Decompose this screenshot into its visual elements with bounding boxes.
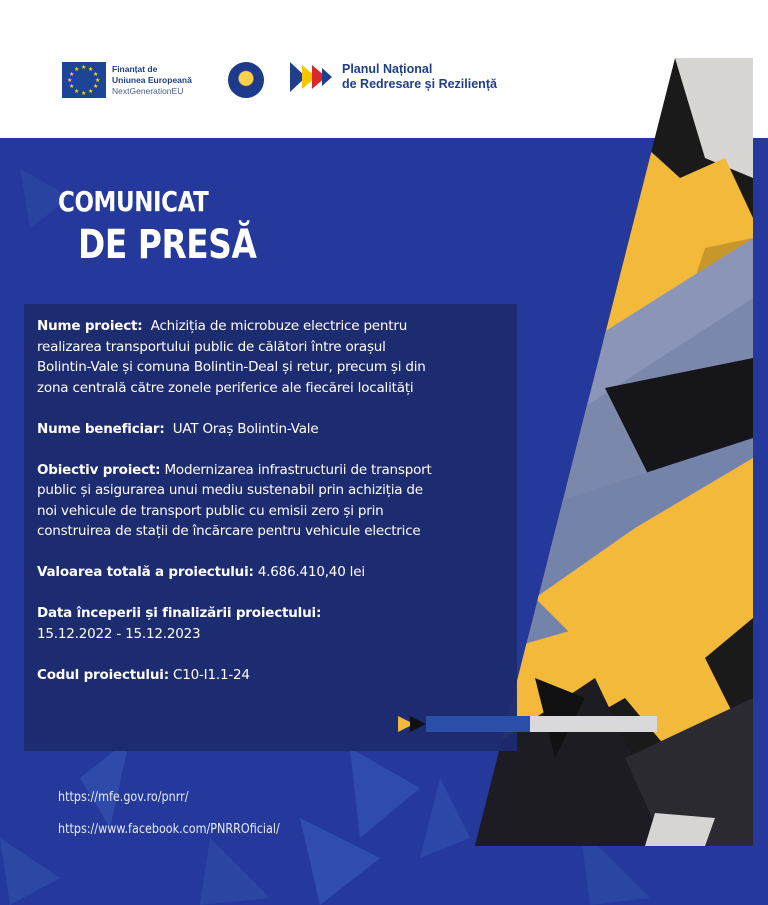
pnrr-text xyxy=(342,62,497,92)
project-code-value: C10-I1.1-24 xyxy=(173,666,250,683)
eu-line-3: NextGenerationEU xyxy=(112,85,184,96)
dates-label: Data începerii și finalizării proiectului: xyxy=(37,605,322,621)
objective-row xyxy=(37,460,437,542)
decorative-arrow-strip xyxy=(380,716,657,732)
project-info xyxy=(37,316,437,706)
project-name-value: Achiziția de microbuze electrice pentru realizarea transportului public de călători între orașul Bolintin-Vale și comuna Bolintin-Deal și retur, precum și din zona centrală către zonele periferice ale fiecărei localități xyxy=(37,318,426,396)
arrows-icon xyxy=(380,716,426,732)
eu-funding-text xyxy=(112,64,192,97)
pnrr-line-2: de Redresare și Reziliență xyxy=(342,77,497,91)
romanian-government-emblem-icon xyxy=(228,62,264,98)
objective-value: Modernizarea infrastructurii de transport public și asigurarea unui mediu sustenabil prin achiziția de noi vehicule de transport public cu emisii zero și prin construirea de stații de încărcare pentru vehicule electrice xyxy=(37,461,432,539)
header xyxy=(0,0,768,138)
project-name-label: Nume proiect: xyxy=(37,318,143,334)
total-value-row xyxy=(37,562,437,583)
pnrr-arrows-icon xyxy=(290,62,338,92)
page-title-line-2: DE PRESĂ xyxy=(78,222,257,268)
eu-flag-icon: ★ ★ ★ ★ ★ ★ ★ ★ ★ ★ ★ ★ xyxy=(62,62,106,98)
dates-value: 15.12.2022 - 15.12.2023 xyxy=(37,625,201,642)
project-code-label: Codul proiectului: xyxy=(37,666,169,683)
total-value-amount: 4.686.410,40 lei xyxy=(257,564,365,580)
page-title-line-1: COMUNICAT xyxy=(58,185,209,218)
objective-label: Obiectiv proiect: xyxy=(37,461,161,478)
total-value-label: Valoarea totală a proiectului: xyxy=(37,564,254,580)
strip-grey-segment xyxy=(530,716,657,732)
beneficiary-value: UAT Oraș Bolintin-Vale xyxy=(172,420,319,437)
pnrr-line-1: Planul Național xyxy=(342,62,433,76)
project-code-row xyxy=(37,665,437,686)
pnrr-logo xyxy=(290,62,497,92)
beneficiary-label: Nume beneficiar: xyxy=(37,420,165,437)
dates-row xyxy=(37,603,437,644)
eu-line-1: Finanțat de xyxy=(112,63,158,74)
beneficiary-row xyxy=(37,419,437,440)
eu-funding-logo xyxy=(62,62,192,98)
mfe-link[interactable]: https://mfe.gov.ro/pnrr/ xyxy=(58,790,189,805)
strip-blue-segment xyxy=(426,716,530,732)
facebook-link[interactable]: https://www.facebook.com/PNRROficial/ xyxy=(58,822,280,837)
eu-line-2: Uniunea Europeană xyxy=(112,74,192,85)
project-name-row xyxy=(37,316,437,398)
